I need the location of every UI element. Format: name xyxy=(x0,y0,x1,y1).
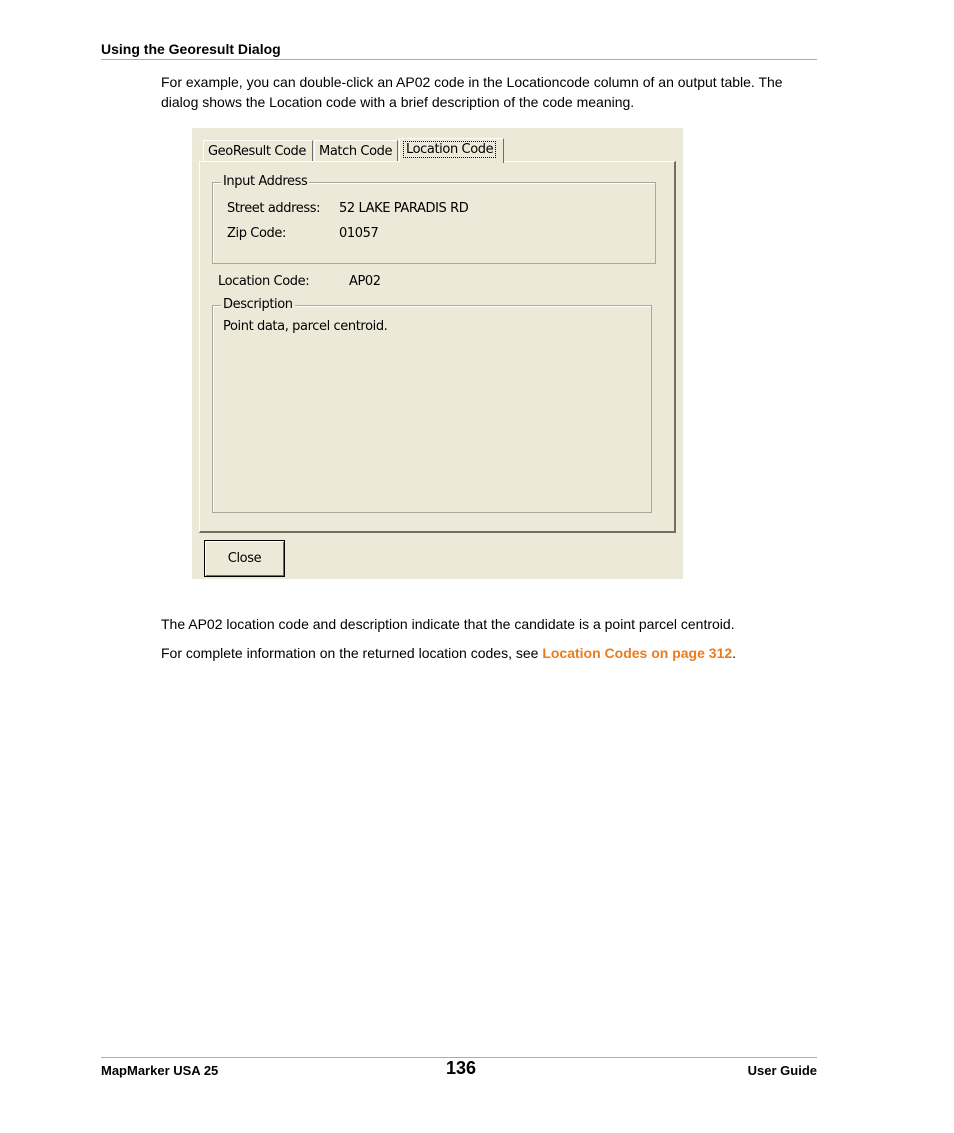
page-number: 136 xyxy=(446,1058,477,1078)
description-legend: Description xyxy=(223,297,293,312)
close-button-label: Close xyxy=(227,551,262,566)
location-code-label: Location Code: xyxy=(218,274,310,289)
parcel-paragraph: The AP02 location code and description indicate that the candidate is a point parcel centroid. xyxy=(161,616,735,632)
location-code-value: AP02 xyxy=(349,274,381,289)
input-address-group xyxy=(212,174,656,264)
close-button[interactable] xyxy=(204,540,285,577)
header-title: Using the Georesult Dialog xyxy=(101,41,281,57)
header-rule xyxy=(101,59,817,60)
zip-code-label: Zip Code: xyxy=(227,226,286,241)
reference-paragraph xyxy=(161,643,821,663)
tab-georesult-code[interactable] xyxy=(203,140,313,162)
zip-code-value: 01057 xyxy=(339,226,379,241)
georesult-dialog-screenshot xyxy=(192,128,683,579)
description-group xyxy=(212,297,652,513)
tab-label: GeoResult Code xyxy=(208,144,307,159)
tab-panel xyxy=(199,161,676,533)
street-address-value: 52 LAKE PARADIS RD xyxy=(339,201,469,216)
street-address-label: Street address: xyxy=(227,201,321,216)
location-codes-link[interactable]: Location Codes on page 312 xyxy=(542,645,733,661)
input-address-legend: Input Address xyxy=(223,174,308,189)
reference-period: . xyxy=(732,645,737,661)
tab-location-code[interactable] xyxy=(399,138,504,163)
tab-match-code[interactable] xyxy=(314,140,398,162)
footer-guide-name: User Guide xyxy=(747,1063,817,1078)
reference-text: For complete information on the returned location codes, see xyxy=(161,645,543,661)
tab-label: Match Code xyxy=(319,144,393,159)
footer-product-name: MapMarker USA 25 xyxy=(101,1063,219,1078)
intro-paragraph: For example, you can double-click an AP02 code in the Locationcode column of an output table. The dialog shows the Location code with a brief description of the code meaning. xyxy=(161,74,783,110)
tab-label: Location Code xyxy=(406,142,494,157)
description-text: Point data, parcel centroid. xyxy=(223,319,388,334)
